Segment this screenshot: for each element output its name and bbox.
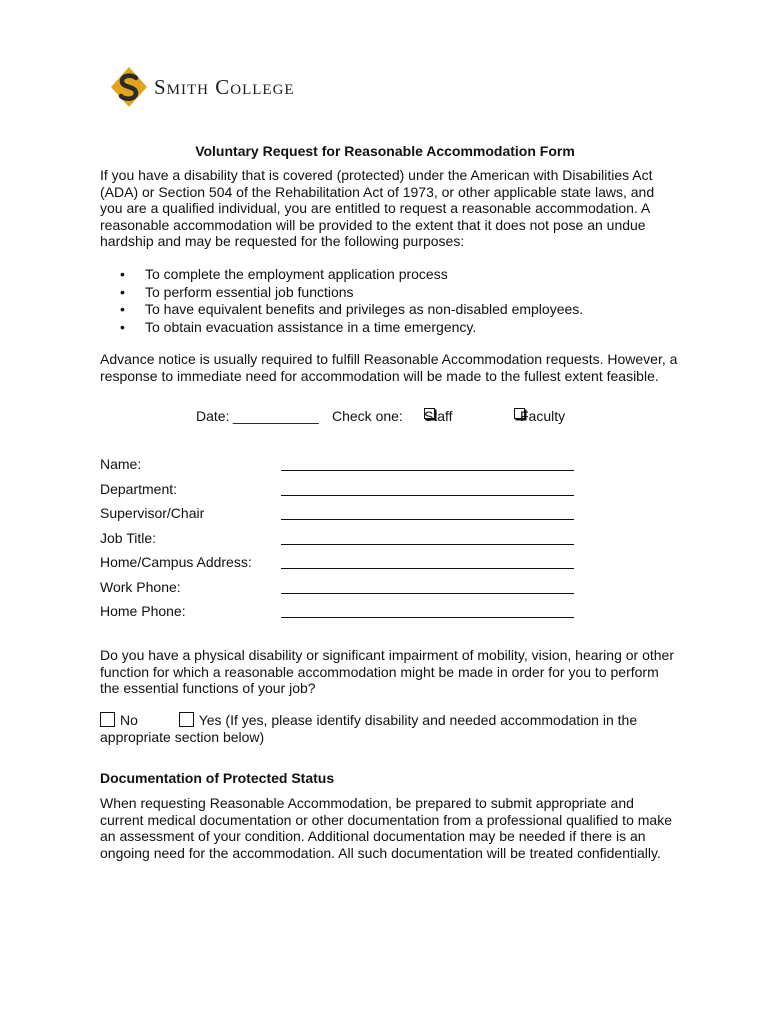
date-label: Date:: [196, 408, 230, 424]
work-phone-field-row: [100, 579, 580, 599]
name-label: Name:: [100, 456, 142, 472]
list-item: [100, 319, 583, 337]
job-title-field-row: [100, 530, 580, 550]
bullet-icon: •: [120, 318, 125, 335]
no-checkbox[interactable]: [100, 712, 115, 727]
address-label: Home/Campus Address:: [100, 554, 252, 570]
job-title-input-line[interactable]: [281, 544, 574, 545]
home-phone-label: Home Phone:: [100, 603, 186, 619]
list-item-text: To perform essential job functions: [145, 283, 354, 300]
documentation-paragraph: When requesting Reasonable Accommodation, be prepared to submit appropriate and current medical documentation or other documentation from a professional qualified to make an assessment of your condition. Additional documentation may be needed if there is an ongoing need for the accommodation. All such documentation will be treated confidentially.: [100, 795, 672, 861]
address-field-row: [100, 554, 580, 574]
home-phone-field-row: [100, 603, 580, 623]
list-item: [100, 266, 583, 284]
supervisor-input-line[interactable]: [281, 519, 574, 520]
bullet-icon: •: [120, 283, 125, 300]
bullet-icon: •: [120, 301, 125, 317]
job-title-label: Job Title:: [100, 529, 157, 546]
name-input-line[interactable]: [281, 470, 574, 471]
work-phone-input-line[interactable]: [281, 593, 574, 594]
intro-paragraph: If you have a disability that is covered (protected) under the American with Disabilities Act (ADA) or Section 504 of the Rehabilitation Act of 1973, or other applicable state laws, and you are a qualified individual, you are entitled to request a reasonable accommodation. A reasonable accommodation will be provided to the extent that it does not pose an undue hardship and may be requested for the following purposes:: [100, 167, 655, 249]
supervisor-label: Supervisor/Chair: [100, 505, 205, 521]
form-title: Voluntary Request for Reasonable Accommodation Form: [195, 143, 575, 159]
advance-notice-paragraph: Advance notice is usually required to fulfill Reasonable Accommodation requests. However, a response to immediate need for accommodation will be made to the fullest extent feasible.: [100, 351, 678, 384]
bullet-icon: •: [120, 266, 125, 282]
list-item-text: To obtain evacuation assistance in a time emergency.: [145, 318, 477, 335]
list-item: [100, 301, 583, 319]
logo-text: Smith College: [154, 74, 295, 99]
faculty-label: Faculty: [520, 408, 566, 424]
supervisor-field-row: [100, 505, 580, 525]
no-label: No: [120, 712, 138, 728]
disability-answer: [100, 712, 680, 745]
date-field[interactable]: ___________: [233, 408, 319, 424]
work-phone-label: Work Phone:: [100, 578, 181, 595]
disability-question: Do you have a physical disability or significant impairment of mobility, vision, hearing or other function for which a reasonable accommodation might be made in order for you to perform the essential functions of your job?: [100, 647, 675, 696]
yes-label: Yes (If yes, please identify disability and needed accommodation in the appropriate section below): [100, 712, 638, 745]
department-field-row: [100, 481, 580, 501]
purposes-list: [100, 266, 583, 336]
address-input-line[interactable]: [281, 568, 574, 569]
home-phone-input-line[interactable]: [281, 617, 574, 618]
list-item: [100, 284, 583, 302]
check-one-label: Check one:: [332, 408, 403, 424]
name-field-row: [100, 456, 580, 476]
smith-college-seal-icon: [110, 66, 148, 108]
yes-checkbox[interactable]: [179, 712, 194, 727]
list-item-text: To have equivalent benefits and privileges as non-disabled employees.: [145, 301, 584, 317]
documentation-heading: Documentation of Protected Status: [100, 770, 335, 786]
department-input-line[interactable]: [281, 495, 574, 496]
list-item-text: To complete the employment application process: [145, 266, 448, 282]
college-logo: [110, 66, 295, 108]
department-label: Department:: [100, 480, 178, 497]
staff-label: Staff: [424, 408, 453, 424]
